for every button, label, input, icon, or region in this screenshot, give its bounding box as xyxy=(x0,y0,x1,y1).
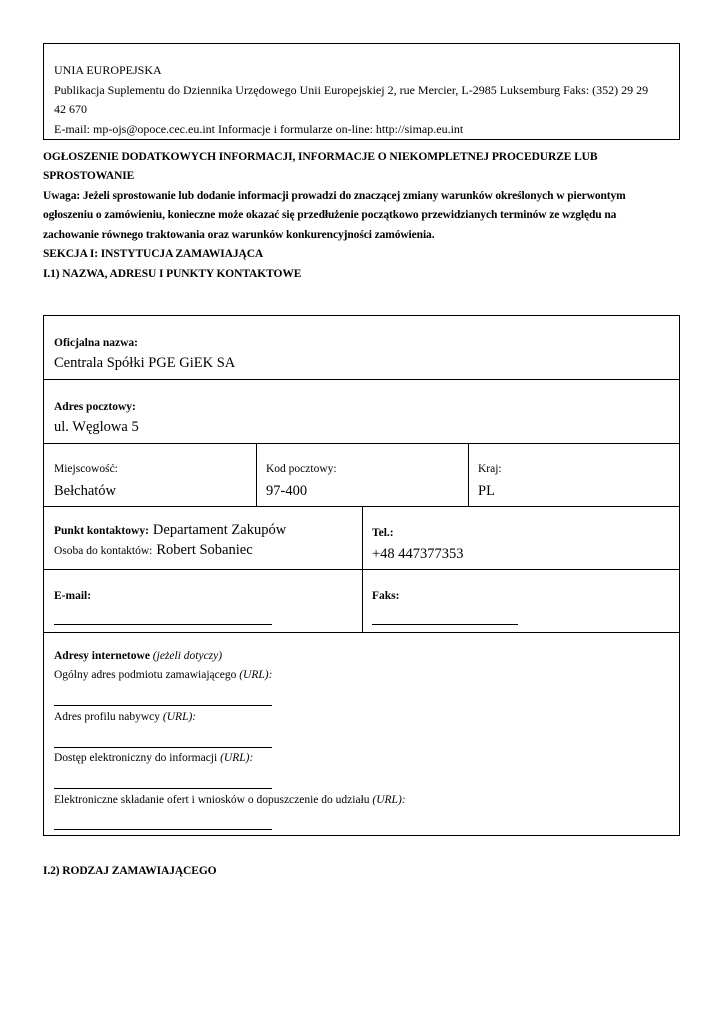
section-i2-heading: I.2) RODZAJ ZAMAWIAJĄCEGO xyxy=(43,865,217,877)
official-name-value: Centrala Spółki PGE GiEK SA xyxy=(54,355,236,371)
email-label: E-mail: xyxy=(54,590,92,602)
contact-point-line xyxy=(54,521,286,539)
postal-code-label: Kod pocztowy: xyxy=(266,463,337,475)
city-value: Bełchatów xyxy=(54,483,117,499)
electronic-submission-label: Elektroniczne składanie ofert i wniosków o dopuszczenie do udziału xyxy=(54,794,370,806)
notice-warning-line1: Uwaga: Jeżeli sprostowanie lub dodanie informacji prowadzi do znaczącej zmiany warunków określonych w pierwontym xyxy=(43,190,626,202)
postal-code-value: 97-400 xyxy=(266,483,308,499)
header-line-publication: Publikacja Suplementu do Dziennika Urzędowego Unii Europejskiej 2, rue Mercier, L-2985 Luksemburg Faks: (352) 29 29 xyxy=(54,83,649,97)
notice-warning-line2: ogłoszeniu o zamówieniu, konieczne może okazać się przedłużenie początkowo przewidzianych terminów ze względu na xyxy=(43,209,617,221)
header-line-eu: UNIA EUROPEJSKA xyxy=(54,63,162,77)
url-tag: (URL): xyxy=(162,711,197,723)
contact-person-label: Osoba do kontaktów: xyxy=(54,545,153,557)
electronic-access-label: Dostęp elektroniczny do informacji xyxy=(54,752,218,764)
contact-person-line xyxy=(54,541,253,559)
tel-label: Tel.: xyxy=(372,527,394,539)
notice-title-line2: SPROSTOWANIE xyxy=(43,170,135,182)
electronic-access-line xyxy=(54,752,253,764)
section-heading: SEKCJA I: INSTYTUCJA ZAMAWIAJĄCA xyxy=(43,248,264,260)
general-url-blank-line xyxy=(54,705,272,706)
row-divider xyxy=(44,632,679,633)
fax-blank-line xyxy=(372,624,518,625)
url-tag: (URL): xyxy=(372,794,406,806)
url-tag: (URL): xyxy=(239,669,273,681)
contact-person-value: Robert Sobaniec xyxy=(156,542,253,558)
row-divider xyxy=(44,443,679,444)
url-tag: (URL): xyxy=(220,752,254,764)
buyer-profile-label: Adres profilu nabywcy xyxy=(54,711,161,723)
postal-address-value: ul. Węglowa 5 xyxy=(54,419,139,435)
tel-value: +48 447377353 xyxy=(372,546,464,562)
postal-address-label: Adres pocztowy: xyxy=(54,401,136,413)
electronic-submission-line xyxy=(54,794,406,806)
column-divider xyxy=(468,443,469,506)
column-divider xyxy=(256,443,257,506)
column-divider xyxy=(362,506,363,632)
subsection-heading: I.1) NAZWA, ADRESU I PUNKTY KONTAKTOWE xyxy=(43,268,302,280)
general-url-line xyxy=(54,669,272,681)
header-line-fax-cont: 42 670 xyxy=(54,102,87,116)
email-blank-line xyxy=(54,624,272,625)
notice-warning-line3: zachowanie równego traktowania oraz warunków konkurencyjności zamówienia. xyxy=(43,229,435,241)
country-value: PL xyxy=(478,483,495,499)
fax-label: Faks: xyxy=(372,590,400,602)
contact-point-value: Departament Zakupów xyxy=(152,522,287,538)
electronic-access-blank-line xyxy=(54,788,272,789)
contact-point-label: Punkt kontaktowy: xyxy=(54,525,149,537)
notice-title-line1: OGŁOSZENIE DODATKOWYCH INFORMACJI, INFORMACJE O NIEKOMPLETNEJ PROCEDURZE LUB xyxy=(43,151,598,163)
country-label: Kraj: xyxy=(478,463,502,475)
city-label: Miejscowość: xyxy=(54,463,118,475)
buyer-profile-line xyxy=(54,711,196,723)
official-name-label: Oficjalna nazwa: xyxy=(54,337,139,349)
buyer-profile-blank-line xyxy=(54,747,272,748)
row-divider xyxy=(44,379,679,380)
contact-form-table xyxy=(43,315,680,836)
internet-addresses-label: Adresy internetowe xyxy=(54,650,150,662)
internet-addresses-note: (jeżeli dotyczy) xyxy=(152,650,223,662)
publication-header-box xyxy=(43,43,680,140)
general-url-label: Ogólny adres podmiotu zamawiającego xyxy=(54,669,237,681)
internet-addresses-heading xyxy=(54,650,222,662)
header-line-email: E-mail: mp-ojs@opoce.cec.eu.int Informacje i formularze on-line: http://simap.eu.int xyxy=(54,122,464,136)
electronic-submission-blank-line xyxy=(54,829,272,830)
